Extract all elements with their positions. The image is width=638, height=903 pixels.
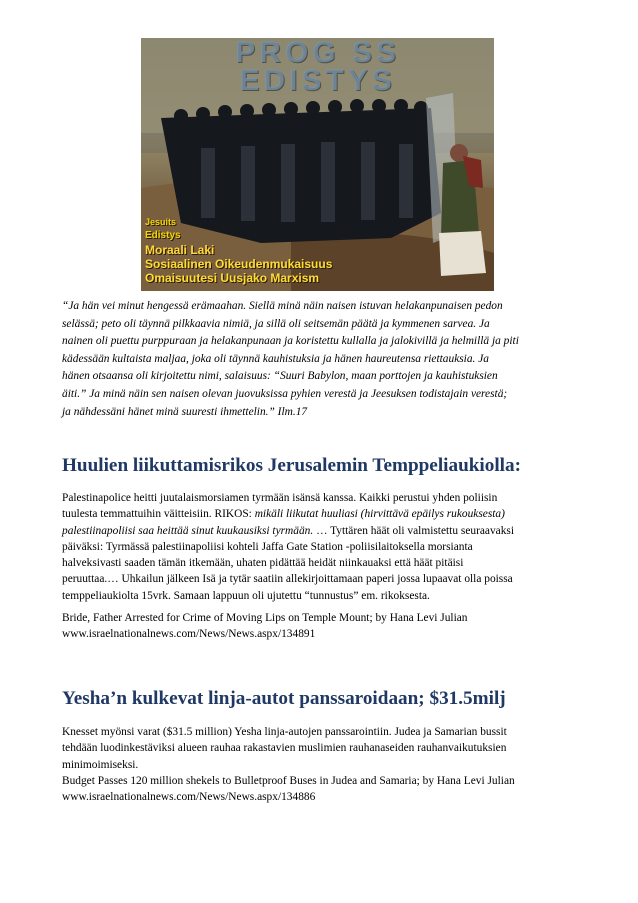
article1-body — [62, 490, 602, 604]
source-title: Budget Passes 120 million shekels to Bulletproof Buses in Judea and Samaria; by Hana Levi Julian — [62, 774, 515, 787]
quote-line: “Ja hän vei minut hengessä erämaahan. Siellä minä näin naisen istuvan helakanpunaisen pedon — [62, 300, 503, 312]
body-line: päiväksi: Tyrmässä palestiinapoliisi kohteli Jaffa Gate Station -poliisilaitoksella morsianta — [62, 540, 473, 553]
poster-title-line1: PROG SS — [235, 38, 400, 69]
quote-line: kädessään kultaista maljaa, joka oli täynnä kauhistuksia ja hänen haureutensa riettauksia. Ja — [62, 352, 489, 365]
quote-line: äiti.” Ja minä näin sen naisen olevan juovuksissa pyhien verestä ja Jeesuksen todistajain verestä; — [62, 387, 508, 400]
poster-title-line2: EDISTYS — [239, 64, 396, 97]
article2-heading: Yesha’n kulkevat linja-autot panssaroidaan; $31.5milj — [62, 688, 506, 709]
quote-line: selässä; peto oli täynnä pilkkaavia nimiä, ja sillä oli seitsemän päätä ja kymmenen sarvea. Ja — [62, 317, 490, 330]
poster-image — [141, 38, 494, 291]
quote-line: ja nähdessäni hänet minä suuresti ihmettelin.” Ilm.17 — [62, 405, 308, 418]
quote-line: nainen oli puettu purppuraan ja helakanpunaan ja koristettu kullalla ja jalokivillä ja helmillä ja piti — [62, 335, 519, 348]
poster-caption-item: Moraali Laki — [145, 243, 215, 257]
source-url: www.israelnationalnews.com/News/News.aspx/134891 — [62, 628, 316, 641]
body-line: halveksivasti saaden tämän itkemään, uhaten pidättää heidät niinkauaksi että häät pitäisi — [62, 557, 464, 570]
body-line: peruuttaa.… Uhkailun jälkeen Isä ja tytär saatiin allekirjoittamaan paperi jossa lupaavat olla poissa — [62, 573, 513, 586]
poster-caption-item: Edistys — [145, 230, 181, 241]
article1-heading: Huulien liikuttamisrikos Jerusalemin Temppeliaukiolla: — [62, 455, 521, 476]
body-text: … Tyttären häät oli valmistettu seuraavaksi — [313, 524, 515, 537]
body-text: tuulesta temmattuihin väitteisiin. RIKOS: — [62, 508, 255, 521]
body-line: minimoimiseksi. — [62, 758, 139, 771]
quote-line: hänen otsaansa oli kirjoitettu nimi, salaisuus: “Suuri Babylon, maan porttojen ja kauhistuksien — [62, 370, 498, 383]
body-line — [62, 523, 602, 539]
bible-quote — [62, 298, 602, 421]
article1-source — [62, 610, 602, 643]
body-line: Knesset myönsi varat ($31.5 million) Yesha linja-autojen panssarointiin. Judea ja Samarian bussit — [62, 726, 507, 738]
body-line: temppeliaukiolta 15vrk. Samaan lappuun oli ujutettu “tunnustus” em. rikoksesta. — [62, 589, 430, 602]
article2-body — [62, 724, 602, 805]
poster-caption-item: Sosiaalinen Oikeudenmukaisuus — [145, 257, 333, 271]
body-line: Palestinapolice heitti juutalaismorsiamen tyrmään isänsä kanssa. Kaikki perustui yhden poliisin — [62, 492, 498, 504]
body-italic-text: palestiinapoliisi saa heittää sinut kuukausiksi tyrmään. — [62, 524, 314, 537]
source-url: www.israelnationalnews.com/News/News.aspx/134886 — [62, 791, 316, 804]
poster-caption-item: Jesuits — [145, 217, 177, 227]
body-line — [62, 506, 602, 522]
body-line: tehdään luodinkestäviksi alueen rauhaa rakastavien muslimien rauhanaseiden rauhanvaikutuksien — [62, 742, 507, 755]
poster-caption-list — [145, 215, 332, 285]
poster-caption-item: Omaisuutesi Uusjako Marxism — [145, 271, 320, 285]
body-italic-text: mikäli liikutat huuliasi (hirvittävä epäilys rukouksesta) — [254, 508, 505, 521]
source-title: Bride, Father Arrested for Crime of Moving Lips on Temple Mount; by Hana Levi Julian — [62, 612, 468, 624]
